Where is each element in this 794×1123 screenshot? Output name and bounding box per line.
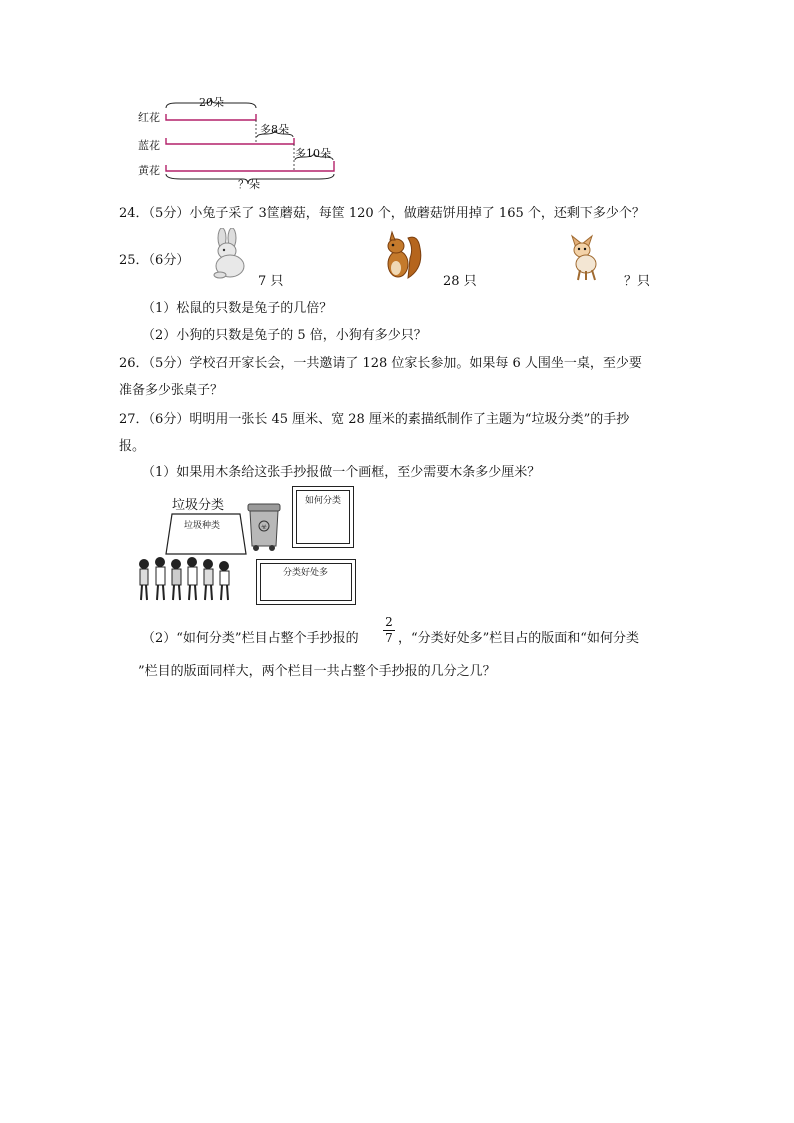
- question-25-header: 25．（6分）: [119, 253, 190, 268]
- diagram-blue-more: 多8朵: [260, 123, 289, 136]
- question-27-line1: 27．（6分）明明用一张长 45 厘米、宽 28 厘米的素描纸制作了主题为“垃圾分类”的手抄: [119, 412, 630, 427]
- diagram-red-count: 20朵: [199, 96, 224, 109]
- question-27-sub2-post: ，“分类好处多”栏目占的版面和“如何分类: [398, 631, 639, 646]
- poster-box3: [256, 559, 356, 605]
- diagram-label-blue: 蓝花: [138, 139, 160, 152]
- poster-box2-label: 如何分类: [305, 496, 342, 506]
- rabbit-count: 7 只: [258, 274, 284, 289]
- poster-box1-label: 垃圾种类: [184, 521, 221, 531]
- question-27-sub2-line2: ”栏目的版面同样大，两个栏目一共占整个手抄报的几分之几？: [138, 664, 496, 679]
- fraction-denominator: 7: [385, 631, 393, 645]
- fraction-numerator: 2: [385, 615, 393, 629]
- blue-bar: [166, 138, 294, 144]
- question-25-sub1: （1）松鼠的只数是兔子的几倍？: [142, 301, 333, 316]
- red-bar: [166, 114, 256, 120]
- question-26-line1: 26．（5分）学校召开家长会，一共邀请了 128 位家长参加。如果每 6 人围坐一桌，至少要: [119, 356, 642, 371]
- children-illustration: [136, 554, 236, 606]
- poster-box3-label: 分类好处多: [283, 568, 329, 578]
- question-27-sub1: （1）如果用木条给这张手抄报做一个画框，至少需要木条多少厘米？: [142, 465, 541, 480]
- squirrel-count: 28 只: [443, 274, 477, 289]
- svg-text:☣: ☣: [260, 523, 268, 531]
- question-25-sub2: （2）小狗的只数是兔子的 5 倍，小狗有多少只？: [142, 328, 427, 343]
- diagram-label-red: 红花: [138, 111, 160, 124]
- yellow-bar: [166, 161, 334, 171]
- poster-title: 垃圾分类: [172, 498, 225, 513]
- trash-bin-icon: [244, 500, 284, 552]
- rabbit-icon: [200, 228, 256, 280]
- question-24: 24．（5分）小兔子采了 3筐蘑菇，每筐 120 个，做蘑菇饼用掉了 165 个，还剩下多少个？: [119, 206, 645, 221]
- diagram-total: ？朵: [238, 178, 260, 191]
- dog-icon: [562, 230, 606, 282]
- diagram-yellow-more: 多10朵: [295, 147, 331, 160]
- question-27-line2: 报。: [119, 439, 146, 454]
- squirrel-icon: [380, 228, 424, 282]
- dog-count: ？只: [624, 274, 651, 289]
- fraction: [383, 616, 395, 645]
- question-26-line2: 准备多少张桌子？: [119, 383, 224, 398]
- poster-box2: [292, 486, 354, 548]
- question-27-sub2-pre: （2）“如何分类”栏目占整个手抄报的: [142, 631, 359, 646]
- diagram-label-yellow: 黄花: [138, 164, 160, 177]
